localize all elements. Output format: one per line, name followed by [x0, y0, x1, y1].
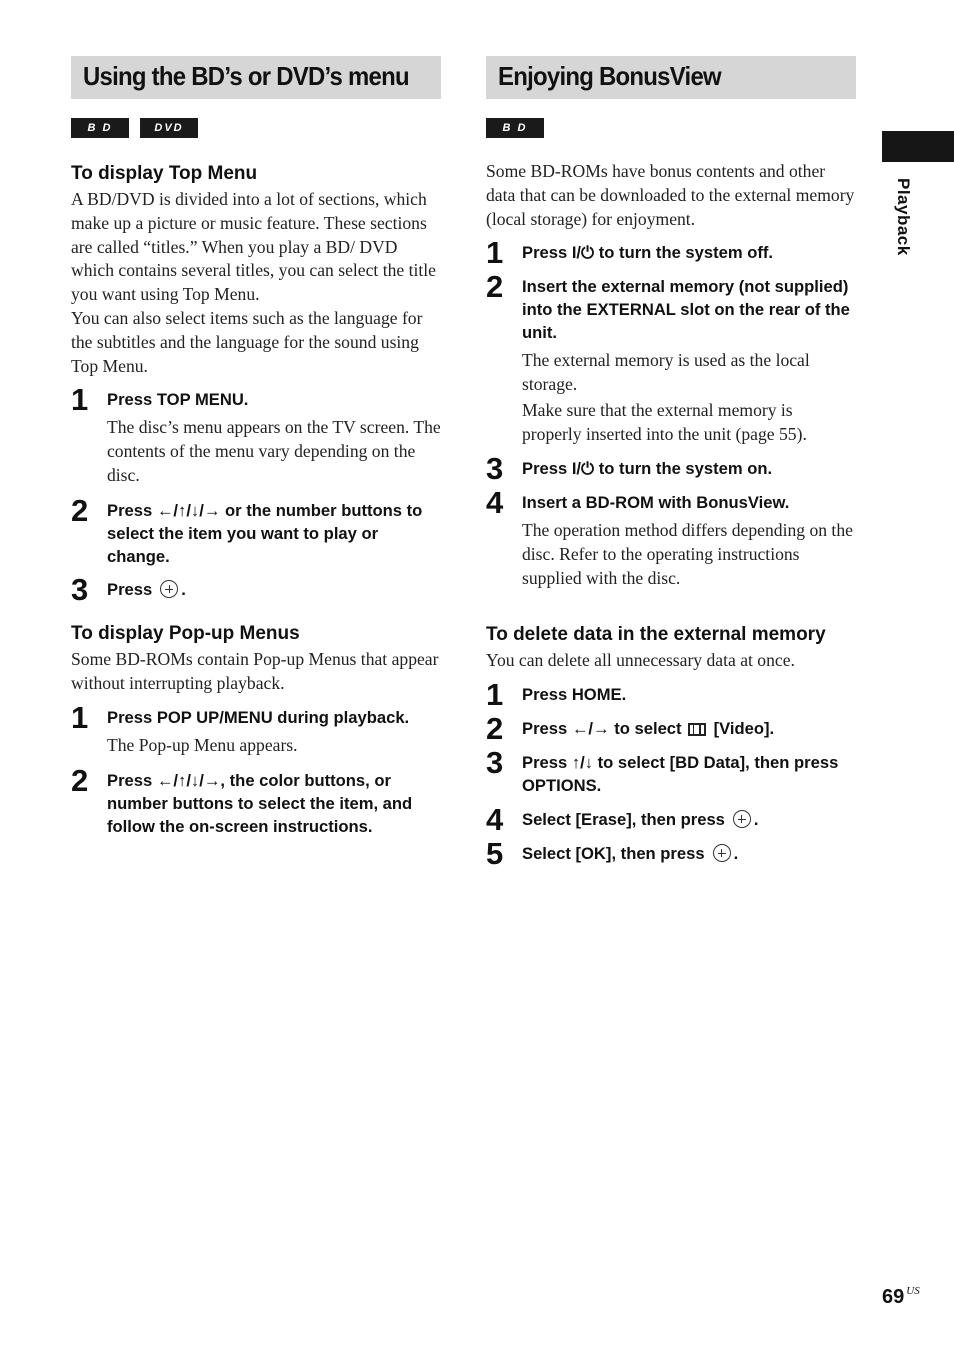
- page-number-value: 69: [882, 1286, 905, 1308]
- chapter-side-label: Playback: [894, 178, 913, 256]
- step-text: Press I/⏻ to turn the system off.: [522, 243, 774, 263]
- step-text-part: Press: [107, 580, 153, 600]
- step-text-part: Select [OK], then press: [522, 844, 705, 864]
- section-title-bar: [486, 56, 856, 99]
- step-text: Press TOP MENU.: [107, 390, 249, 410]
- step-text: Press ←/↑/↓/→, the color buttons, or number buttons to select the item, and follow the on-screen instructions.: [107, 770, 413, 836]
- step-description: The operation method differs depending on the disc. Refer to the operating instructions supplied with the disc.: [522, 520, 853, 589]
- step-item: [71, 762, 441, 838]
- disc-badges: [71, 118, 441, 138]
- step-number: 3: [486, 745, 504, 781]
- step-item: [486, 485, 856, 590]
- step-number: 3: [71, 572, 89, 608]
- step-number: 2: [71, 493, 89, 529]
- step-item: [486, 451, 856, 487]
- right-column: [486, 56, 856, 872]
- paragraph: A BD/DVD is divided into a lot of sections, which make up a picture or music feature. These sections are called “titles.” When you play a BD/ DVD which contains several titles, you can select the title you want using Top Menu.: [71, 189, 436, 305]
- step-text: Insert a BD-ROM with BonusView.: [522, 493, 790, 513]
- section-title: Enjoying BonusView: [498, 61, 721, 91]
- step-item: [71, 699, 441, 757]
- enter-circle-icon: [160, 580, 178, 598]
- paragraph: Some BD-ROMs have bonus contents and other data that can be downloaded to the external memory (local storage) for enjoyment.: [486, 161, 855, 229]
- step-number: 3: [486, 451, 504, 487]
- step-number: 2: [71, 762, 89, 798]
- step-text: Insert the external memory (not supplied) into the EXTERNAL slot on the rear of the unit.: [522, 277, 850, 343]
- step-text: [522, 842, 856, 865]
- step-text: Press ←/↑/↓/→ or the number buttons to select the item you want to play or change.: [107, 501, 423, 567]
- step-item: [71, 572, 441, 608]
- step-text-part: .: [181, 580, 186, 600]
- step-description: The Pop-up Menu appears.: [107, 734, 298, 755]
- step-text: Press I/⏻ to turn the system on.: [522, 459, 773, 479]
- step-item: [486, 836, 856, 872]
- step-number: 1: [486, 677, 504, 713]
- step-description: Make sure that the external memory is properly inserted into the unit (page 55).: [522, 400, 807, 445]
- enter-circle-icon: [733, 810, 751, 828]
- step-text: [522, 808, 856, 831]
- step-item: [486, 235, 856, 271]
- step-number: 1: [71, 699, 89, 735]
- step-text-part: [Video].: [713, 719, 775, 739]
- step-description: The external memory is used as the local storage.: [522, 350, 810, 395]
- step-item: [486, 802, 856, 838]
- step-text: [522, 717, 856, 740]
- step-text-part: Press ←/→ to select: [522, 719, 682, 739]
- step-number: 4: [486, 802, 504, 838]
- step-item: [486, 745, 856, 797]
- step-text-part: Select [Erase], then press: [522, 810, 725, 830]
- step-number: 1: [71, 382, 89, 418]
- paragraph: You can delete all unnecessary data at once.: [486, 650, 795, 671]
- step-description: The disc’s menu appears on the TV screen. The contents of the menu vary depending on the disc.: [107, 417, 441, 486]
- subheading-popup-menus: To display Pop-up Menus: [71, 623, 300, 645]
- step-item: [486, 711, 856, 747]
- step-item: [71, 493, 441, 568]
- enter-circle-icon: [713, 844, 731, 862]
- step-number: 2: [486, 269, 504, 305]
- step-text: Press HOME.: [522, 685, 627, 705]
- dvd-badge: DVD: [140, 118, 198, 138]
- left-column: [71, 56, 441, 838]
- step-text: [107, 578, 441, 601]
- step-number: 4: [486, 485, 504, 521]
- step-number: 2: [486, 711, 504, 747]
- chapter-tab-marker: [882, 131, 954, 162]
- film-icon: [688, 723, 706, 736]
- step-text-part: .: [753, 810, 759, 830]
- step-number: 5: [486, 836, 504, 872]
- bd-badge: B D: [71, 118, 129, 138]
- section-title: Using the BD’s or DVD’s menu: [83, 61, 409, 91]
- subheading-delete-data: To delete data in the external memory: [486, 624, 826, 646]
- step-text-part: .: [733, 844, 739, 864]
- subheading-top-menu: To display Top Menu: [71, 163, 258, 184]
- paragraph: You can also select items such as the language for the subtitles and the language for the sound using Top Menu.: [71, 307, 423, 376]
- section-title-bar: [71, 56, 441, 99]
- page-region-suffix: US: [906, 1285, 920, 1297]
- step-text: Press POP UP/MENU during playback.: [107, 707, 410, 727]
- page-number: [882, 1285, 920, 1309]
- step-text: Press ↑/↓ to select [BD Data], then press OPTIONS.: [522, 753, 839, 796]
- step-item: [486, 269, 856, 446]
- bd-badge: B D: [486, 118, 544, 138]
- disc-badges: [486, 118, 856, 138]
- step-number: 1: [486, 235, 504, 271]
- step-item: [71, 382, 441, 487]
- step-item: [486, 677, 856, 713]
- paragraph: Some BD-ROMs contain Pop-up Menus that appear without interrupting playback.: [71, 649, 439, 694]
